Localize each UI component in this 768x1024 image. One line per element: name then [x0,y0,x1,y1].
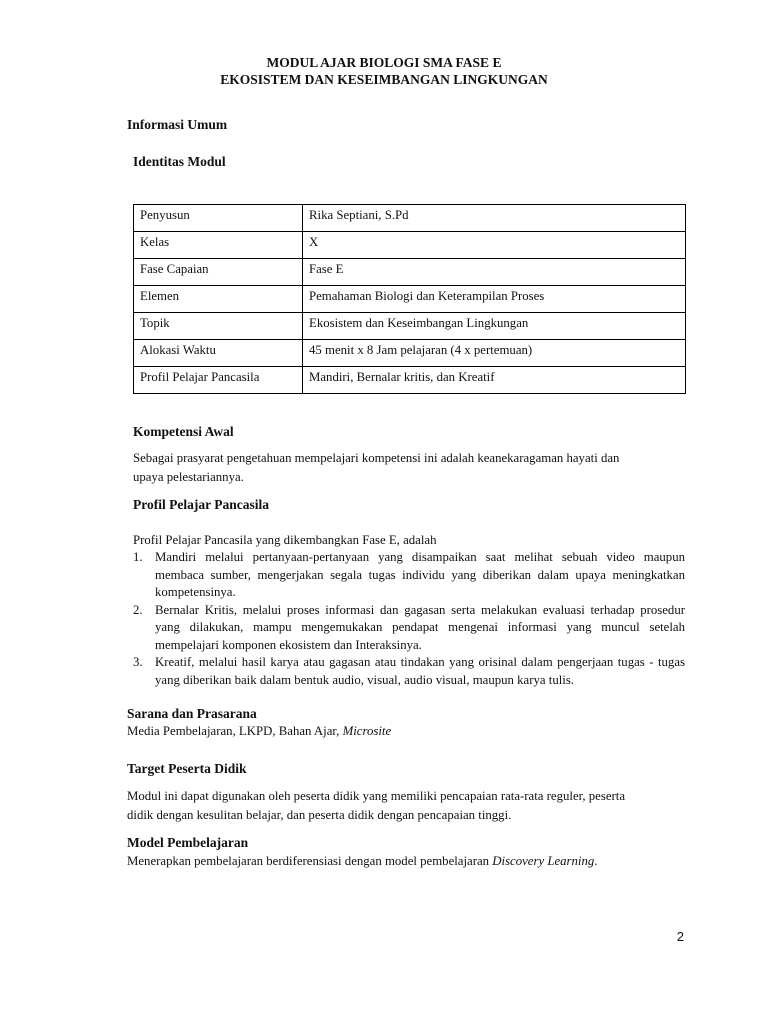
page-number: 2 [676,929,684,944]
identity-key: Kelas [134,232,303,259]
identity-key: Elemen [134,286,303,313]
identity-key: Fase Capaian [134,259,303,286]
section-heading-target: Target Peserta Didik [127,761,247,776]
list-item [133,654,685,689]
document-title-line2: EKOSISTEM DAN KESEIMBANGAN LINGKUNGAN [220,72,548,87]
section-heading-informasi-umum: Informasi Umum [127,117,228,132]
identity-row [134,286,686,313]
identity-value: Ekosistem dan Keseimbangan Lingkungan [303,313,686,340]
identity-row [134,232,686,259]
list-item-text: Bernalar Kritis, melalui proses informasi dan gagasan serta melakukan evaluasi terhadap prosedur yang dilakukan, mampu mengemukakan pendapat mengenai informasi yang muncul setelah mempelajari komponen ekosistem dan Interaksinya. [155,602,685,652]
target-text-line1: Modul ini dapat digunakan oleh peserta didik yang memiliki pencapaian rata-rata reguler, peserta [127,789,626,803]
target-text-line2: didik dengan kesulitan belajar, dan peserta didik dengan pencapaian tinggi. [127,808,512,822]
identity-key: Topik [134,313,303,340]
list-item-text: Mandiri melalui pertanyaan-pertanyaan yang disampaikan saat melihat sebuah video maupun membaca sumber, mengerjakan segala tugas individu yang diberikan dalam upaya meningkatkan kompetensinya. [155,550,685,599]
list-item [133,549,685,602]
model-text-end: . [594,854,598,868]
sarana-text-main: Media Pembelajaran, LKPD, Bahan Ajar, [127,724,343,738]
list-item-text: Kreatif, melalui hasil karya atau gagasan atau tindakan yang orisinal dalam pengerjaan tugas - tugas yang diberikan baik dalam bentuk audio, visual, audio visual, maupun karya tulis. [155,655,685,687]
section-heading-model: Model Pembelajaran [127,835,249,850]
identity-row [134,313,686,340]
identity-row [134,340,686,367]
identity-row [134,259,686,286]
identity-key: Profil Pelajar Pancasila [134,367,303,394]
section-heading-kompetensi-awal: Kompetensi Awal [133,424,234,439]
profil-intro: Profil Pelajar Pancasila yang dikembangkan Fase E, adalah [133,533,437,547]
identity-value: Mandiri, Bernalar kritis, dan Kreatif [303,367,686,394]
model-text-italic: Discovery Learning [492,854,595,868]
identity-value: Pemahaman Biologi dan Keterampilan Proses [303,286,686,313]
identity-value: X [303,232,686,259]
kompetensi-text-line1: Sebagai prasyarat pengetahuan mempelajari kompetensi ini adalah keanekaragaman hayati dan [133,451,620,465]
section-heading-profil-pelajar: Profil Pelajar Pancasila [133,497,269,512]
list-item-number: 3. [133,655,143,669]
section-heading-identitas-modul: Identitas Modul [133,154,226,169]
model-text-main: Menerapkan pembelajaran berdiferensiasi dengan model pembelajaran [127,854,493,868]
model-text [127,854,597,869]
list-item-number: 1. [133,550,143,564]
profil-list [133,549,685,689]
identity-row [134,367,686,394]
identity-value: 45 menit x 8 Jam pelajaran (4 x pertemuan) [303,340,686,367]
identity-table [133,204,686,394]
section-heading-sarana: Sarana dan Prasarana [127,706,257,721]
sarana-text [127,724,391,739]
list-item-number: 2. [133,602,143,617]
list-item [133,602,685,655]
identity-key: Alokasi Waktu [134,340,303,367]
identity-key: Penyusun [134,205,303,232]
identity-value: Rika Septiani, S.Pd [303,205,686,232]
identity-value: Fase E [303,259,686,286]
document-title-line1: MODUL AJAR BIOLOGI SMA FASE E [266,55,502,70]
sarana-text-italic: Microsite [342,724,392,738]
identity-row [134,205,686,232]
kompetensi-text-line2: upaya pelestariannya. [133,470,244,484]
